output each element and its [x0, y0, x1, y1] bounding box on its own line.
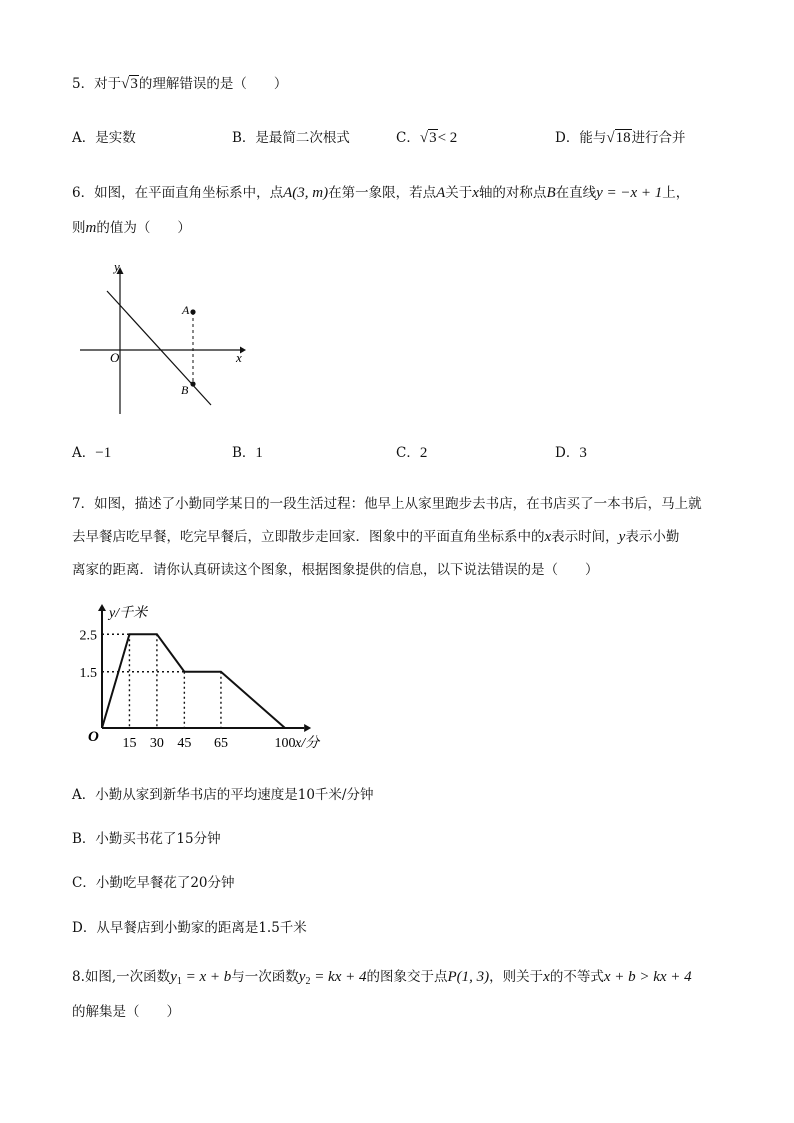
y-axis-label: y/千米 [109, 606, 148, 621]
origin-label: O [88, 729, 99, 745]
q7-option-b[interactable]: B．小勤买书花了15分钟 [72, 831, 221, 847]
q7-distance-time-chart [70, 603, 340, 755]
y-tick-2.5: 2.5 [79, 628, 97, 644]
q6-stem-line1: 6．如图，在平面直角坐标系中，点A(3, m)在第一象限，若点A关于x轴的对称点B在直线y = −x + 1上， [72, 185, 690, 201]
q5-stem: 5．对于√3的理解错误的是（ ） [72, 76, 288, 92]
q7-option-a[interactable]: A．小勤从家到新华书店的平均速度是10千米/分钟 [72, 787, 374, 803]
q7-option-d[interactable]: D．从早餐店到小勤家的距离是1.5千米 [72, 920, 307, 936]
x-tick-15: 15 [122, 736, 137, 751]
q5-option-b[interactable]: B．是最简二次根式 [232, 130, 350, 146]
q6-number: 6． [72, 185, 95, 201]
q6-option-c[interactable]: C．2 [396, 445, 428, 461]
q7-option-c[interactable]: C．小勤吃早餐花了20分钟 [72, 875, 235, 891]
q8-stem-line1: 8.如图,一次函数$y_1 = x + b$与一次函数$y_2$ = kx + 4的图象交于点P(1, 3)，则关于x的不等式x + b > kx + 4 [72, 969, 692, 987]
x-axis-label: x [236, 350, 242, 365]
origin-label: O [110, 350, 120, 365]
q6-figure [78, 258, 248, 416]
q7-stem-line2: 去早餐店吃早餐，吃完早餐后，立即散步走回家．图象中的平面直角坐标系中的x表示时间，y表示小勤 [72, 529, 680, 545]
q5-option-d[interactable]: D．能与√18进行合并 [555, 130, 686, 146]
x-tick-45: 45 [177, 736, 192, 751]
q6-option-a[interactable]: A．−1 [72, 445, 112, 461]
q5-option-a[interactable]: A．是实数 [72, 130, 136, 146]
x-axis-label: x/分 [295, 736, 320, 751]
q6-option-b[interactable]: B．1 [232, 445, 263, 461]
q7-stem-line3: 离家的距离．请你认真研读这个图象，根据图象提供的信息，以下说法错误的是（ ） [72, 562, 599, 578]
x-axis-arrow [304, 724, 311, 732]
line-y-neg-x-plus-1 [107, 291, 211, 405]
point-a [190, 309, 195, 314]
point-b-label: B [181, 383, 189, 397]
x-tick-100: 100 [274, 736, 296, 751]
y-axis-label: y [114, 259, 120, 274]
point-b [190, 381, 195, 386]
q5-option-c[interactable]: C．√3< 2 [396, 130, 458, 146]
x-tick-30: 30 [149, 736, 164, 751]
q7-number: 7． [72, 496, 95, 512]
q8-number: 8. [72, 969, 85, 985]
q7-stem-line1: 7．如图，描述了小勤同学某日的一段生活过程：他早上从家里跑步去书店，在书店买了一本书后，马上就 [72, 496, 702, 512]
q6-option-d[interactable]: D．3 [555, 445, 587, 461]
q8-stem-line2: 的解集是（ ） [72, 1004, 180, 1020]
q5-number: 5． [72, 76, 95, 92]
y-tick-1.5: 1.5 [79, 665, 97, 681]
x-tick-65: 65 [213, 736, 228, 751]
sqrt-3: √3 [121, 76, 138, 92]
point-a-label: A [182, 303, 190, 317]
q6-stem-line2: 则m的值为（ ） [72, 220, 191, 236]
y-axis-arrow [98, 604, 106, 611]
